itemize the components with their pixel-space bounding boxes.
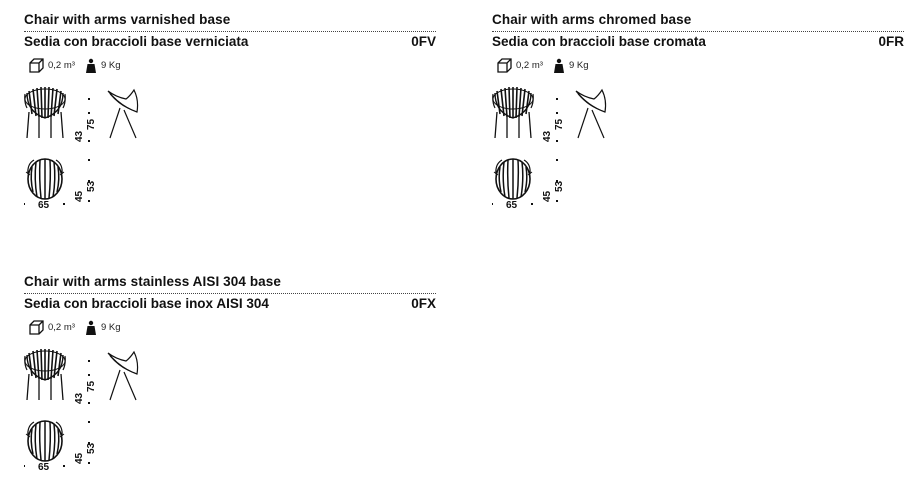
top-view-drawing — [26, 421, 64, 461]
dim-seat-height: 43 — [74, 392, 85, 404]
side-view-drawing — [108, 352, 138, 400]
volume-box-icon — [496, 58, 512, 73]
front-view-drawing — [25, 349, 66, 400]
side-view-drawing — [108, 90, 138, 138]
dim-seat-height: 43 — [542, 130, 553, 142]
product-card-0fv — [24, 12, 436, 232]
product-code: 0FV — [411, 34, 436, 49]
weight-icon — [553, 58, 565, 73]
product-code: 0FR — [878, 34, 904, 49]
dim-depth-total: 53 — [86, 180, 97, 192]
dotted-divider — [24, 31, 436, 32]
weight-icon — [85, 58, 97, 73]
title-english: Chair with arms stainless AISI 304 base — [24, 274, 282, 289]
title-italian: Sedia con braccioli base inox AISI 304 — [24, 296, 269, 311]
dim-depth: 45 — [74, 190, 85, 202]
top-view-drawing — [26, 159, 64, 199]
dim-width: 65 — [38, 200, 50, 211]
front-view-drawing — [25, 87, 66, 138]
title-italian: Sedia con braccioli base cromata — [492, 34, 706, 49]
dim-depth-total: 53 — [554, 180, 565, 192]
product-code: 0FX — [411, 296, 436, 311]
technical-drawing — [24, 334, 154, 479]
volume-value: 0,2 m³ — [48, 59, 75, 71]
dim-depth: 45 — [542, 190, 553, 202]
weight-value: 9 Kg — [100, 59, 121, 71]
dim-height: 75 — [86, 380, 97, 392]
spec-row — [28, 319, 130, 335]
top-view-drawing — [494, 159, 532, 199]
weight-icon — [85, 320, 97, 335]
dim-seat-height: 43 — [74, 130, 85, 142]
volume-value: 0,2 m³ — [516, 59, 543, 71]
dotted-divider — [24, 293, 436, 294]
technical-drawing — [492, 72, 622, 217]
dim-width: 65 — [506, 200, 518, 211]
volume-box-icon — [28, 58, 44, 73]
dotted-divider — [492, 31, 904, 32]
volume-box-icon — [28, 320, 44, 335]
weight-value: 9 Kg — [568, 59, 589, 71]
title-italian: Sedia con braccioli base verniciata — [24, 34, 249, 49]
dim-depth-total: 53 — [86, 442, 97, 454]
spec-row — [496, 57, 598, 73]
spec-row — [28, 57, 130, 73]
product-card-0fx — [24, 274, 436, 494]
volume-value: 0,2 m³ — [48, 321, 75, 333]
side-view-drawing — [576, 90, 606, 138]
product-card-0fr — [492, 12, 904, 232]
technical-drawing — [24, 72, 154, 217]
title-english: Chair with arms varnished base — [24, 12, 231, 27]
dim-width: 65 — [38, 462, 50, 473]
weight-value: 9 Kg — [100, 321, 121, 333]
dim-height: 75 — [554, 118, 565, 130]
dim-depth: 45 — [74, 452, 85, 464]
title-english: Chair with arms chromed base — [492, 12, 692, 27]
front-view-drawing — [493, 87, 534, 138]
dim-height: 75 — [86, 118, 97, 130]
